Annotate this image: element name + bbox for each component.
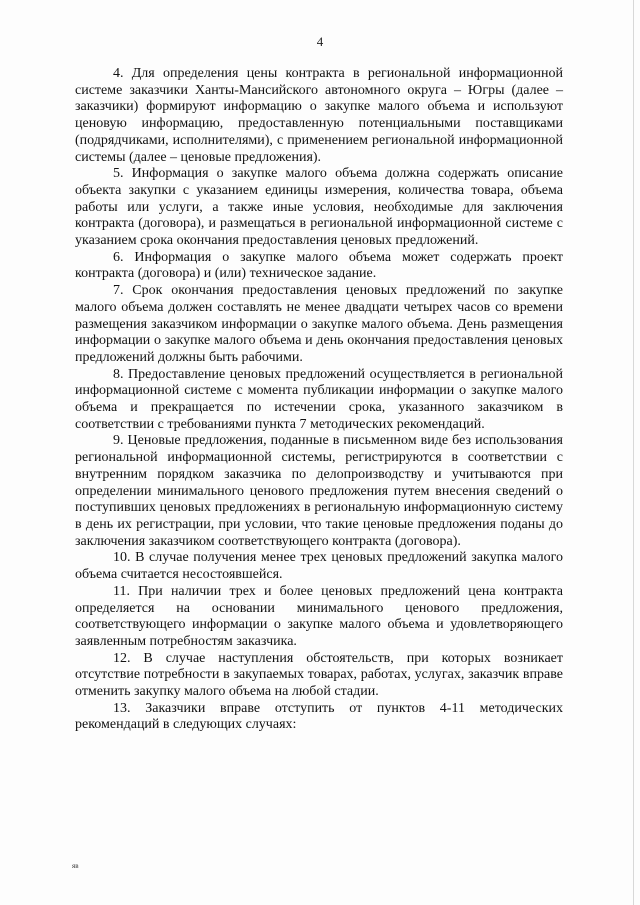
paragraph-7: 7. Срок окончания предоставления ценовых предложений по закупке малого объема должен составлять не менее двадцати четырех часов со времени размещения заказчиком информации о закупке малого объема. День размещения информации о закупке малого объема и день окончания предоставления ценовых предложений должны быть рабочими. [75, 283, 563, 365]
paragraph-5: 5. Информация о закупке малого объема должна содержать описание объекта закупки с указанием единицы измерения, количества товара, объема работы или услуги, а также иные условия, необходимые для заключения контракта (договора), и размещаться в региональной информационной системе с указанием срока окончания предоставления ценовых предложений. [75, 166, 563, 249]
footer-initials: яв [72, 862, 79, 870]
page-number: 4 [316, 34, 324, 49]
paragraph-12: 12. В случае наступления обстоятельств, при которых возникает отсутствие потребности в закупаемых товарах, работах, услугах, заказчик вправе отменить закупку малого объема на любой стадии. [75, 650, 563, 700]
paragraph-11: 11. При наличии трех и более ценовых предложений цена контракта определяется на основании минимального ценового предложения, соответствующего информации о закупке малого объема и удовлетворяющего заявленным потребностям заказчика. [75, 583, 563, 649]
paragraph-13: 13. Заказчики вправе отступить от пунктов 4-11 методических рекомендаций в следующих случаях: [75, 700, 563, 733]
paragraph-4: 4. Для определения цены контракта в региональной информационной системе заказчики Ханты-Мансийского автономного округа – Югры (далее – заказчики) формируют информацию о закупке малого объема и используют ценовую информацию, предоставленную потенциальными поставщиками (подрядчиками, исполнителями), с применением региональной информационной системы (далее – ценовые предложения). [75, 66, 563, 165]
paragraph-10: 10. В случае получения менее трех ценовых предложений закупка малого объема считается несостоявшейся. [75, 550, 563, 583]
paragraph-6: 6. Информация о закупке малого объема может содержать проект контракта (договора) и (или) техническое задание. [75, 249, 563, 282]
paragraph-8: 8. Предоставление ценовых предложений осуществляется в региональной информационной системе с момента публикации информации о закупке малого объема и прекращается по истечении срока, указанного заказчиком в соответствии с требованиями пункта 7 методических рекомендаций. [75, 366, 563, 432]
paragraph-9: 9. Ценовые предложения, поданные в письменном виде без использования региональной информационной системы, регистрируются в соответствии с внутренним порядком заказчика по делопроизводству и учитываются при определении минимального ценового предложения путем внесения сведений о поступивших ценовых предложениях в региональную информационную систему в день их регистрации, при условии, что такие ценовые предложения поданы до заключения заказчиком соответствующего контракта (договора). [75, 433, 563, 549]
document-body [75, 66, 563, 734]
page-edge [633, 0, 634, 905]
